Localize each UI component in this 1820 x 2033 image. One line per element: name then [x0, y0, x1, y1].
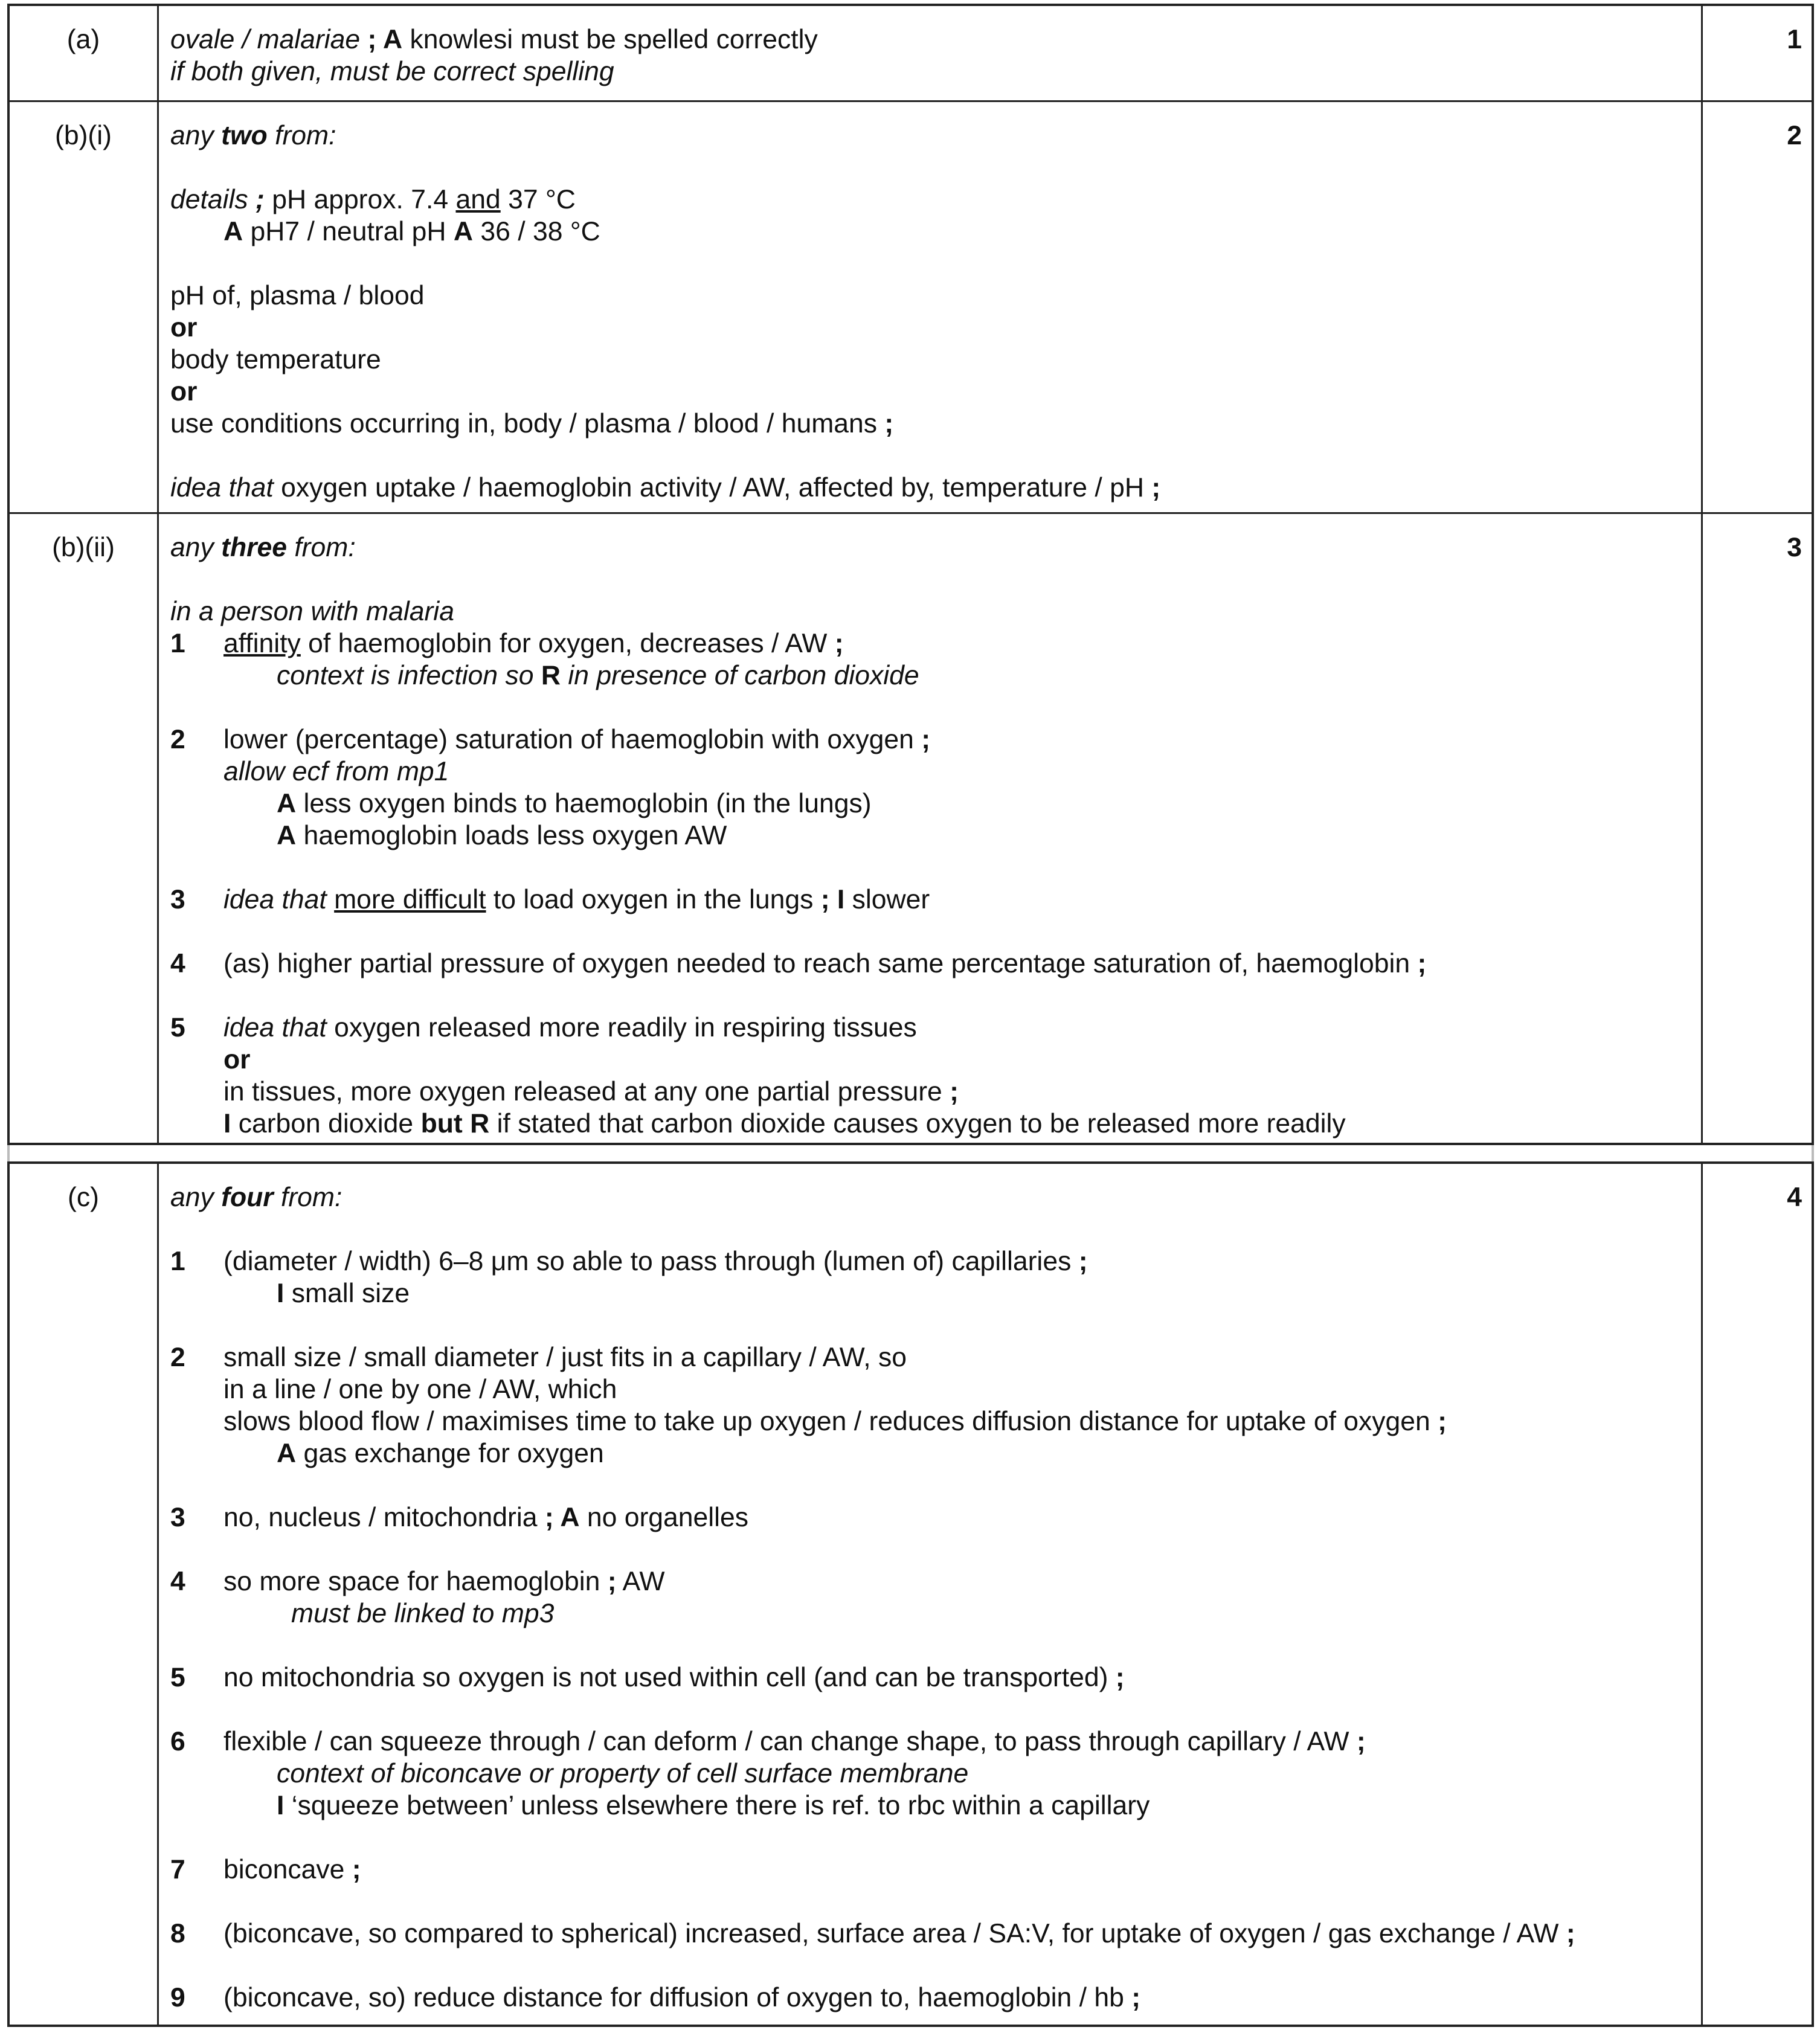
answer-text: no organelles [579, 1503, 749, 1532]
marking-point-3 [170, 884, 1673, 916]
marking-point-5 [170, 1012, 1673, 1044]
answer-text: lower (percentage) saturation of haemoglobin with oxygen [223, 725, 914, 754]
answer-text: (biconcave, so) reduce distance for diffusion of oxygen to, haemoglobin / hb [223, 1983, 1124, 2012]
answer-text: details [170, 185, 248, 214]
point-number: 3 [170, 885, 185, 914]
or-text [170, 1044, 1673, 1076]
page-break-gap [7, 1145, 1814, 1161]
mark-separator: ; [827, 629, 844, 658]
mark-separator: ; [248, 185, 265, 214]
heading-count: two [221, 121, 268, 150]
mark-separator: ; [1108, 1663, 1125, 1692]
marking-point-9 [170, 1982, 1673, 2014]
question-label-b-ii: (b)(ii) [52, 533, 115, 562]
answer-text: (biconcave, so compared to spherical) increased, surface area / SA:V, for uptake of oxygen / gas exchange / AW [223, 1919, 1559, 1948]
answer-text: use conditions occurring in, body / plasma / blood / humans [170, 409, 878, 438]
marks-a: 1 [1787, 25, 1802, 54]
point-number: 9 [170, 1983, 185, 2012]
mark-separator: ; [1430, 1407, 1447, 1436]
or-text: or [170, 313, 198, 342]
mark-separator: ; [1558, 1919, 1575, 1948]
ignore-marker: I [223, 1109, 231, 1139]
answer-text: (diameter / width) 6–8 μm so able to pass through (lumen of) capillaries [223, 1247, 1072, 1276]
any-from-heading [170, 532, 1673, 564]
marks-b-i: 2 [1787, 121, 1802, 150]
answer-text: slower [844, 885, 930, 914]
answer-note [170, 660, 1673, 692]
row-a [10, 6, 1812, 100]
answer-line [170, 24, 1673, 56]
accept-marker: ; A [537, 1503, 580, 1532]
answer-text: 37 °C [500, 185, 576, 214]
answer-text: oxygen released more readily in respiring tissues [326, 1013, 917, 1042]
mark-separator: ; [1124, 1983, 1141, 2012]
point-number: 1 [170, 1247, 185, 1276]
question-label-c: (c) [68, 1183, 99, 1212]
answer-text: AW [616, 1567, 665, 1596]
answer-text: idea that [223, 1013, 327, 1042]
answer-line [170, 184, 1673, 216]
column-divider [157, 6, 159, 1143]
answer-text: of haemoglobin for oxygen, decreases / AW [300, 629, 828, 658]
marking-point-2 [170, 724, 1673, 756]
mark-separator: ; [1410, 949, 1427, 978]
answer-text: idea that [223, 885, 327, 914]
or-text: or [170, 377, 198, 406]
accept-marker: A [277, 1439, 297, 1468]
answer-text: no, nucleus / mitochondria [223, 1503, 538, 1532]
answer-line: in a line / one by one / AW, which [223, 1375, 617, 1404]
point-number: 4 [170, 949, 185, 978]
accept-marker: A [277, 821, 297, 850]
answer-text: small size / small diameter / just fits in a capillary / AW, so [223, 1343, 907, 1372]
answer-text: carbon dioxide [231, 1109, 421, 1139]
answer-text: oxygen uptake / haemoglobin activity / AW, affected by, temperature / pH [273, 473, 1145, 503]
mark-separator: ; [1349, 1727, 1366, 1756]
note-text: in presence of carbon dioxide [560, 661, 919, 690]
marking-point-7 [170, 1854, 1673, 1886]
answer-text: pH approx. 7.4 [264, 185, 456, 214]
any-from-heading [170, 1181, 1673, 1213]
marks-c: 4 [1787, 1183, 1802, 1212]
answer-text: gas exchange for oxygen [296, 1439, 604, 1468]
note-text: allow ecf from mp1 [223, 757, 449, 786]
underlined-text: more difficult [334, 885, 486, 914]
mark-separator: ; [942, 1077, 959, 1106]
ignore-marker: ; I [813, 885, 845, 914]
answer-text: small size [284, 1279, 410, 1308]
marks-b-ii: 3 [1787, 533, 1802, 562]
column-divider [1701, 6, 1703, 1143]
answer-text: knowlesi must be spelled correctly [402, 25, 818, 54]
marking-point-8 [170, 1918, 1673, 1950]
marking-point-5 [170, 1662, 1673, 1694]
answer-c [170, 1181, 1673, 2014]
answer-line: pH of, plasma / blood [170, 281, 425, 310]
answer-text: pH7 / neutral pH [243, 217, 454, 246]
answer-text: less oxygen binds to haemoglobin (in the lungs) [296, 789, 872, 818]
ignore-line [170, 1277, 1673, 1309]
answer-text: slows blood flow / maximises time to take up oxygen / reduces diffusion distance for uptake of oxygen [223, 1407, 1430, 1436]
or-text [170, 376, 1673, 408]
answer-line [170, 472, 1673, 504]
heading-text: from: [267, 121, 336, 150]
point-number: 1 [170, 629, 185, 658]
question-label-a: (a) [66, 25, 100, 54]
mark-separator: ; [600, 1567, 617, 1596]
accept-marker: A [453, 217, 474, 246]
accept-line [170, 216, 1673, 248]
context-note [170, 596, 1673, 628]
point-number: 2 [170, 1343, 185, 1372]
mark-scheme-table-2 [7, 1161, 1814, 2027]
point-number: 5 [170, 1663, 185, 1692]
point-number: 6 [170, 1727, 185, 1756]
mark-separator: ; [877, 409, 894, 438]
answer-b-ii [170, 532, 1673, 1140]
point-number: 4 [170, 1567, 185, 1596]
ignore-marker: I [277, 1791, 285, 1820]
answer-text: so more space for haemoglobin [223, 1567, 600, 1596]
marking-point-4 [170, 948, 1673, 980]
note-text: must be linked to mp3 [291, 1599, 555, 1628]
mark-separator: ; [1071, 1247, 1088, 1276]
heading-count: three [221, 533, 287, 562]
answer-text: 36 / 38 °C [473, 217, 600, 246]
or-text [170, 312, 1673, 344]
answer-line [170, 1405, 1673, 1437]
reject-marker: but R [420, 1109, 490, 1139]
row-b-i [10, 100, 1812, 512]
mark-separator: ; [1144, 473, 1161, 503]
answer-text: biconcave [223, 1855, 345, 1884]
any-from-heading [170, 120, 1673, 152]
accept-line [170, 1437, 1673, 1469]
mark-separator: ; [913, 725, 931, 754]
answer-a [170, 24, 1673, 88]
answer-text: to load oxygen in the lungs [486, 885, 814, 914]
note-text: if both given, must be correct spelling [170, 57, 614, 86]
note-text: context of biconcave or property of cell surface membrane [277, 1759, 969, 1788]
mark-scheme-table-1 [7, 4, 1814, 1145]
heading-text: any [170, 1183, 222, 1212]
answer-text: (as) higher partial pressure of oxygen needed to reach same percentage saturation of, haemoglobin [223, 949, 1410, 978]
accept-marker: A [277, 789, 297, 818]
reject-marker: R [541, 661, 561, 690]
marking-point-2 [170, 1341, 1673, 1373]
answer-text: no mitochondria so oxygen is not used within cell (and can be transported) [223, 1663, 1108, 1692]
underlined-text: affinity [223, 629, 301, 658]
point-number: 3 [170, 1503, 185, 1532]
or-text: or [223, 1045, 251, 1074]
accept-line [170, 788, 1673, 820]
column-divider [157, 1164, 159, 2025]
heading-text: from: [273, 1183, 342, 1212]
marking-point-1 [170, 1245, 1673, 1277]
ignore-line [170, 1108, 1673, 1140]
point-number: 8 [170, 1919, 185, 1948]
answer-line [170, 1076, 1673, 1108]
ignore-marker: I [277, 1279, 285, 1308]
answer-note [170, 1598, 1673, 1630]
answer-note [170, 756, 1673, 788]
answer-note [170, 56, 1673, 88]
answer-line [170, 408, 1673, 440]
marking-point-4 [170, 1566, 1673, 1598]
row-b-ii [10, 512, 1812, 1144]
heading-text: any [170, 121, 222, 150]
column-divider [1701, 1164, 1703, 2025]
accept-marker: ; A [360, 25, 403, 54]
answer-text: haemoglobin loads less oxygen AW [296, 821, 727, 850]
heading-count: four [221, 1183, 274, 1212]
answer-text: ‘squeeze between’ unless elsewhere there is ref. to rbc within a capillary [284, 1791, 1150, 1820]
note-text: in a person with malaria [170, 597, 454, 626]
answer-text: if stated that carbon dioxide causes oxygen to be released more readily [489, 1109, 1346, 1139]
heading-text: any [170, 533, 222, 562]
point-number: 7 [170, 1855, 185, 1884]
heading-text: from: [286, 533, 356, 562]
point-number: 2 [170, 725, 185, 754]
marking-point-6 [170, 1726, 1673, 1758]
answer-line: body temperature [170, 345, 381, 374]
row-c [10, 1164, 1812, 2025]
accept-marker: A [223, 217, 243, 246]
answer-text: flexible / can squeeze through / can deform / can change shape, to pass through capillary / AW [223, 1727, 1349, 1756]
marking-point-3 [170, 1501, 1673, 1534]
underlined-text: and [455, 185, 501, 214]
answer-text: ovale / malariae [170, 25, 361, 54]
note-text: context is infection so [277, 661, 541, 690]
marking-point-1 [170, 628, 1673, 660]
point-number: 5 [170, 1013, 185, 1042]
answer-b-i [170, 120, 1673, 504]
ignore-line [170, 1790, 1673, 1822]
answer-note [170, 1758, 1673, 1790]
mark-separator: ; [344, 1855, 361, 1884]
question-label-b-i: (b)(i) [55, 121, 112, 150]
answer-text: in tissues, more oxygen released at any one partial pressure [223, 1077, 942, 1106]
answer-text: idea that [170, 473, 274, 503]
accept-line [170, 820, 1673, 852]
